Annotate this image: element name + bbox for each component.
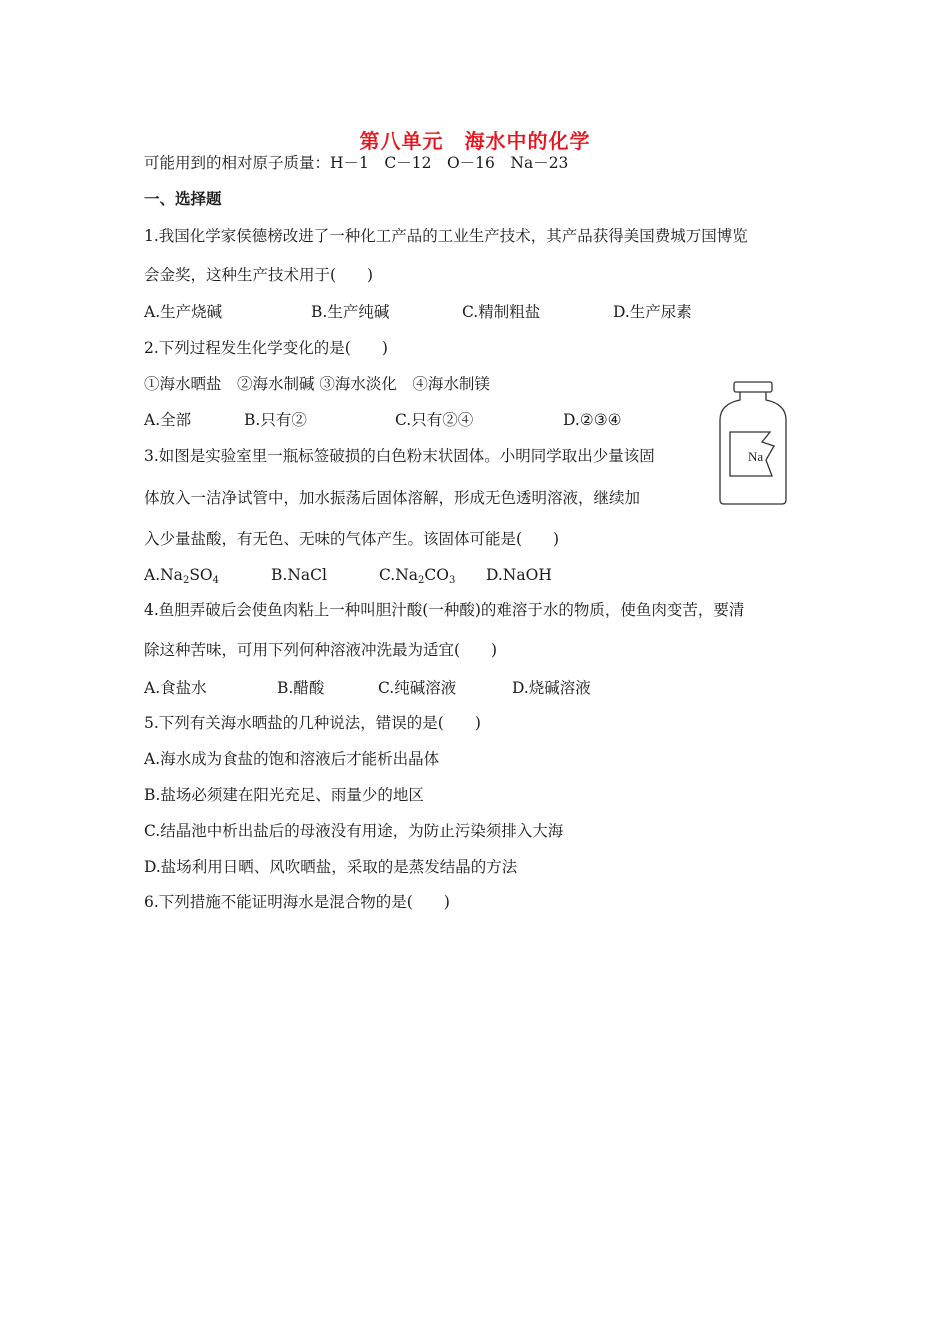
q6-stem: 6.下列措施不能证明海水是混合物的是( ) <box>144 893 450 911</box>
q5-stem: 5.下列有关海水晒盐的几种说法，错误的是( ) <box>144 714 481 732</box>
q3-option-d: D.NaOH <box>486 566 552 584</box>
section-heading: 一、选择题 <box>144 190 222 208</box>
q3-stem-line1: 3.如图是实验室里一瓶标签破损的白色粉末状固体。小明同学取出少量该固 <box>144 447 655 465</box>
q1-option-c: C.精制粗盐 <box>462 303 541 321</box>
q3-option-c: $C.Na_2CO_3$ <box>379 566 456 586</box>
q5-option-c: C.结晶池中析出盐后的母液没有用途，为防止污染须排入大海 <box>144 822 564 840</box>
q1-option-b: B.生产纯碱 <box>311 303 390 321</box>
bottle-stopper <box>734 382 772 392</box>
q2-stem: 2.下列过程发生化学变化的是( ) <box>144 339 388 357</box>
q2-option-b: B.只有② <box>244 411 307 429</box>
q3-stem-line2: 体放入一洁净试管中，加水振荡后固体溶解，形成无色透明溶液，继续加 <box>144 489 641 507</box>
q5-option-a: A.海水成为食盐的饱和溶液后才能析出晶体 <box>144 750 440 768</box>
q1-option-a: A.生产烧碱 <box>144 303 223 321</box>
q4-stem-line1: 4.鱼胆弄破后会使鱼肉粘上一种叫胆汁酸(一种酸)的难溶于水的物质，使鱼肉变苦，要清 <box>144 601 745 619</box>
q5-option-b: B.盐场必须建在阳光充足、雨量少的地区 <box>144 786 424 804</box>
q1-option-d: D.生产尿素 <box>613 303 692 321</box>
bottle-label-text: Na <box>748 449 764 464</box>
q3-option-b: B.NaCl <box>271 566 327 584</box>
q3-stem-line3: 入少量盐酸，有无色、无味的气体产生。该固体可能是( ) <box>144 530 560 548</box>
q2-option-d: D.②③④ <box>563 411 622 429</box>
page-title: 第八单元 海水中的化学 <box>359 129 591 153</box>
q2-items: ①海水晒盐 ②海水制碱 ③海水淡化 ④海水制镁 <box>144 375 490 393</box>
q2-option-a: A.全部 <box>144 411 192 429</box>
q5-option-d: D.盐场利用日晒、风吹晒盐，采取的是蒸发结晶的方法 <box>144 858 518 876</box>
q2-option-c: C.只有②④ <box>395 411 474 429</box>
q3-option-a: $A.Na_2SO_4$ <box>144 566 220 586</box>
reagent-bottle-figure <box>718 380 788 506</box>
q4-stem-line2: 除这种苦味，可用下列何种溶液冲洗最为适宜( ) <box>144 641 498 659</box>
q1-stem-line2: 会金奖，这种生产技术用于( ) <box>144 266 374 284</box>
q4-option-c: C.纯碱溶液 <box>378 679 457 697</box>
atomic-mass-note: 可能用到的相对原子质量：H－1 C－12 O－16 Na－23 <box>144 154 569 172</box>
q4-option-b: B.醋酸 <box>277 679 325 697</box>
q1-stem-line1: 1.我国化学家侯德榜改进了一种化工产品的工业生产技术，其产品获得美国费城万国博览 <box>144 227 748 245</box>
q4-option-d: D.烧碱溶液 <box>512 679 591 697</box>
q4-option-a: A.食盐水 <box>144 679 207 697</box>
